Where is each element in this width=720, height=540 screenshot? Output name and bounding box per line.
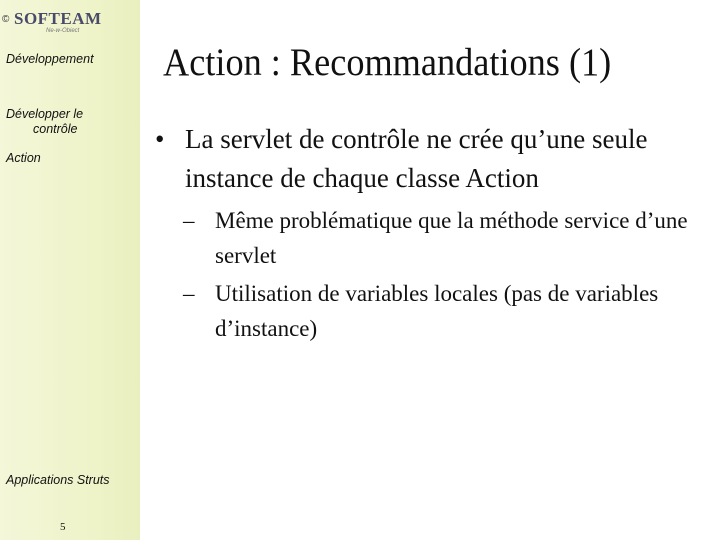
slide-title: Action : Recommandations (1) [163, 41, 612, 84]
bullet-marker: • [155, 124, 165, 154]
nav-item-line-1: Développer le [6, 107, 84, 121]
sub-bullet-text: Utilisation de variables locales (pas de variables d’instance) [215, 281, 659, 341]
nav-item-developper-le-controle [6, 107, 136, 137]
sidebar [0, 0, 140, 540]
logo-brand: SOFTEAM [14, 9, 102, 28]
page-number: 5 [60, 521, 66, 533]
nav-item-developpement: Développement [6, 52, 94, 66]
sub-bullet [183, 203, 713, 273]
sub-bullet-marker: – [183, 281, 195, 306]
copyright-symbol: © [2, 14, 10, 25]
sub-bullet-marker: – [183, 208, 195, 233]
softeam-logo [2, 6, 102, 40]
main-bullet [155, 120, 715, 198]
nav-item-line-2: contrôle [33, 122, 78, 136]
sub-bullet [183, 276, 713, 346]
bullet-text: La servlet de contrôle ne crée qu’une seule instance de chaque classe Action [185, 124, 648, 193]
footer-section-label: Applications Struts [6, 473, 110, 487]
sub-bullet-text: Même problématique que la méthode service d’une servlet [215, 208, 688, 268]
logo-tagline: Ne-w-Obiect [46, 28, 80, 34]
nav-item-action: Action [6, 151, 41, 165]
